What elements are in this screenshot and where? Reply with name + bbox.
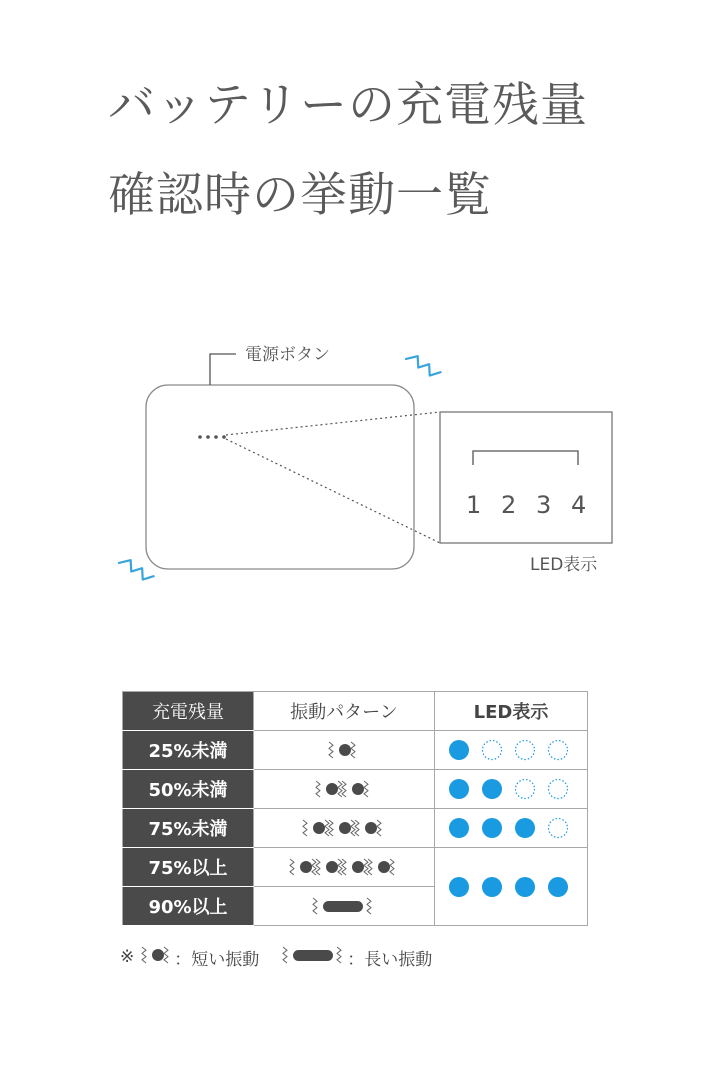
vibration-wave <box>164 947 168 963</box>
led-display-label: LED表示 <box>530 555 598 575</box>
table-row <box>123 731 588 770</box>
led-on-dot <box>482 779 502 799</box>
legend-short-label: ：短い振動 <box>174 949 260 970</box>
led-on-dot <box>449 877 469 897</box>
vibration-wave <box>342 859 346 875</box>
short-vibration-dot <box>300 861 312 873</box>
long-vibration-icon <box>281 945 347 970</box>
power-button-leader <box>210 354 236 385</box>
vibration-wave <box>377 820 381 836</box>
vibration-wave <box>338 781 342 797</box>
short-vibration-dot <box>326 783 338 795</box>
legend-long-label: ：長い振動 <box>347 949 433 970</box>
led-number-3: 3 <box>536 491 552 519</box>
vibration-wave <box>355 820 359 836</box>
page-title-line-1: バッテリーの充電残量 <box>108 78 588 133</box>
short-vibration-icon <box>140 945 174 970</box>
led-off-dot <box>516 780 535 799</box>
device-led-dots <box>198 435 226 439</box>
short-vibration-dot <box>378 861 390 873</box>
long-vibration-bar <box>293 950 333 961</box>
led-cell <box>435 731 588 770</box>
short-vibration-dot <box>152 949 164 961</box>
vibration-icon-top <box>406 352 441 380</box>
vibration-wave <box>313 898 317 914</box>
vibration-wave <box>290 859 294 875</box>
short-vibration-dot <box>339 744 351 756</box>
led-bracket <box>473 451 578 465</box>
led-cell <box>435 809 588 848</box>
vibration-wave <box>303 820 307 836</box>
led-number-4: 4 <box>571 491 587 519</box>
short-vibration-dot <box>365 822 377 834</box>
led-on-dot <box>482 818 502 838</box>
zoom-line-top <box>226 412 440 435</box>
led-on-dot <box>449 740 469 760</box>
led-on-dot <box>449 779 469 799</box>
vibration-wave <box>316 859 320 875</box>
zoom-line-bottom <box>226 439 440 543</box>
vibration-wave <box>364 781 368 797</box>
led-on-dot <box>515 818 535 838</box>
led-number-2: 2 <box>501 491 517 519</box>
header-level: 充電残量 <box>123 692 254 731</box>
level-cell: 75%未満 <box>123 809 254 848</box>
table-row <box>123 770 588 809</box>
led-on-dot <box>548 877 568 897</box>
device-body <box>146 385 414 569</box>
led-off-dot <box>483 741 502 760</box>
vibration-wave <box>338 859 342 875</box>
long-vibration-bar <box>323 901 363 912</box>
short-vibration-dot <box>352 861 364 873</box>
vibration-wave <box>364 859 368 875</box>
short-vibration-dot <box>326 861 338 873</box>
level-cell: 50%未満 <box>123 770 254 809</box>
battery-status-table <box>122 691 588 926</box>
vibration-wave <box>329 742 333 758</box>
header-led: LED表示 <box>435 692 588 731</box>
led-on-dot <box>515 877 535 897</box>
vibration-wave <box>367 898 371 914</box>
level-cell: 25%未満 <box>123 731 254 770</box>
table-header-row <box>123 692 588 731</box>
led-off-dot <box>549 819 568 838</box>
vibration-wave <box>342 781 346 797</box>
vibration-wave <box>351 820 355 836</box>
led-cell <box>435 770 588 809</box>
vibration-cell <box>254 848 435 887</box>
short-vibration-dot <box>352 783 364 795</box>
legend <box>120 944 432 970</box>
table-row <box>123 809 588 848</box>
vibration-wave <box>142 947 146 963</box>
led-on-dot <box>449 818 469 838</box>
vibration-wave <box>337 947 341 963</box>
vibration-wave <box>368 859 372 875</box>
led-number-1: 1 <box>466 491 482 519</box>
vibration-wave <box>283 947 287 963</box>
legend-note-mark: ※ <box>120 947 135 967</box>
led-on-dot <box>482 877 502 897</box>
vibration-wave <box>329 820 333 836</box>
vibration-wave <box>316 781 320 797</box>
led-off-dot <box>549 741 568 760</box>
led-zoom-box <box>440 412 612 543</box>
vibration-cell <box>254 809 435 848</box>
page-title-line-2: 確認時の挙動一覧 <box>108 168 492 223</box>
vibration-icon-bottom <box>119 556 154 584</box>
vibration-cell <box>254 887 435 926</box>
level-cell: 90%以上 <box>123 887 254 926</box>
vibration-cell <box>254 770 435 809</box>
short-vibration-dot <box>313 822 325 834</box>
led-off-dot <box>549 780 568 799</box>
led-off-dot <box>516 741 535 760</box>
table-row <box>123 848 588 887</box>
led-cell <box>435 848 588 926</box>
short-vibration-dot <box>339 822 351 834</box>
vibration-wave <box>351 742 355 758</box>
header-vibration: 振動パターン <box>254 692 435 731</box>
vibration-cell <box>254 731 435 770</box>
level-cell: 75%以上 <box>123 848 254 887</box>
vibration-wave <box>390 859 394 875</box>
device-diagram <box>0 330 720 610</box>
vibration-wave <box>325 820 329 836</box>
vibration-wave <box>312 859 316 875</box>
power-button-label: 電源ボタン <box>245 345 330 365</box>
